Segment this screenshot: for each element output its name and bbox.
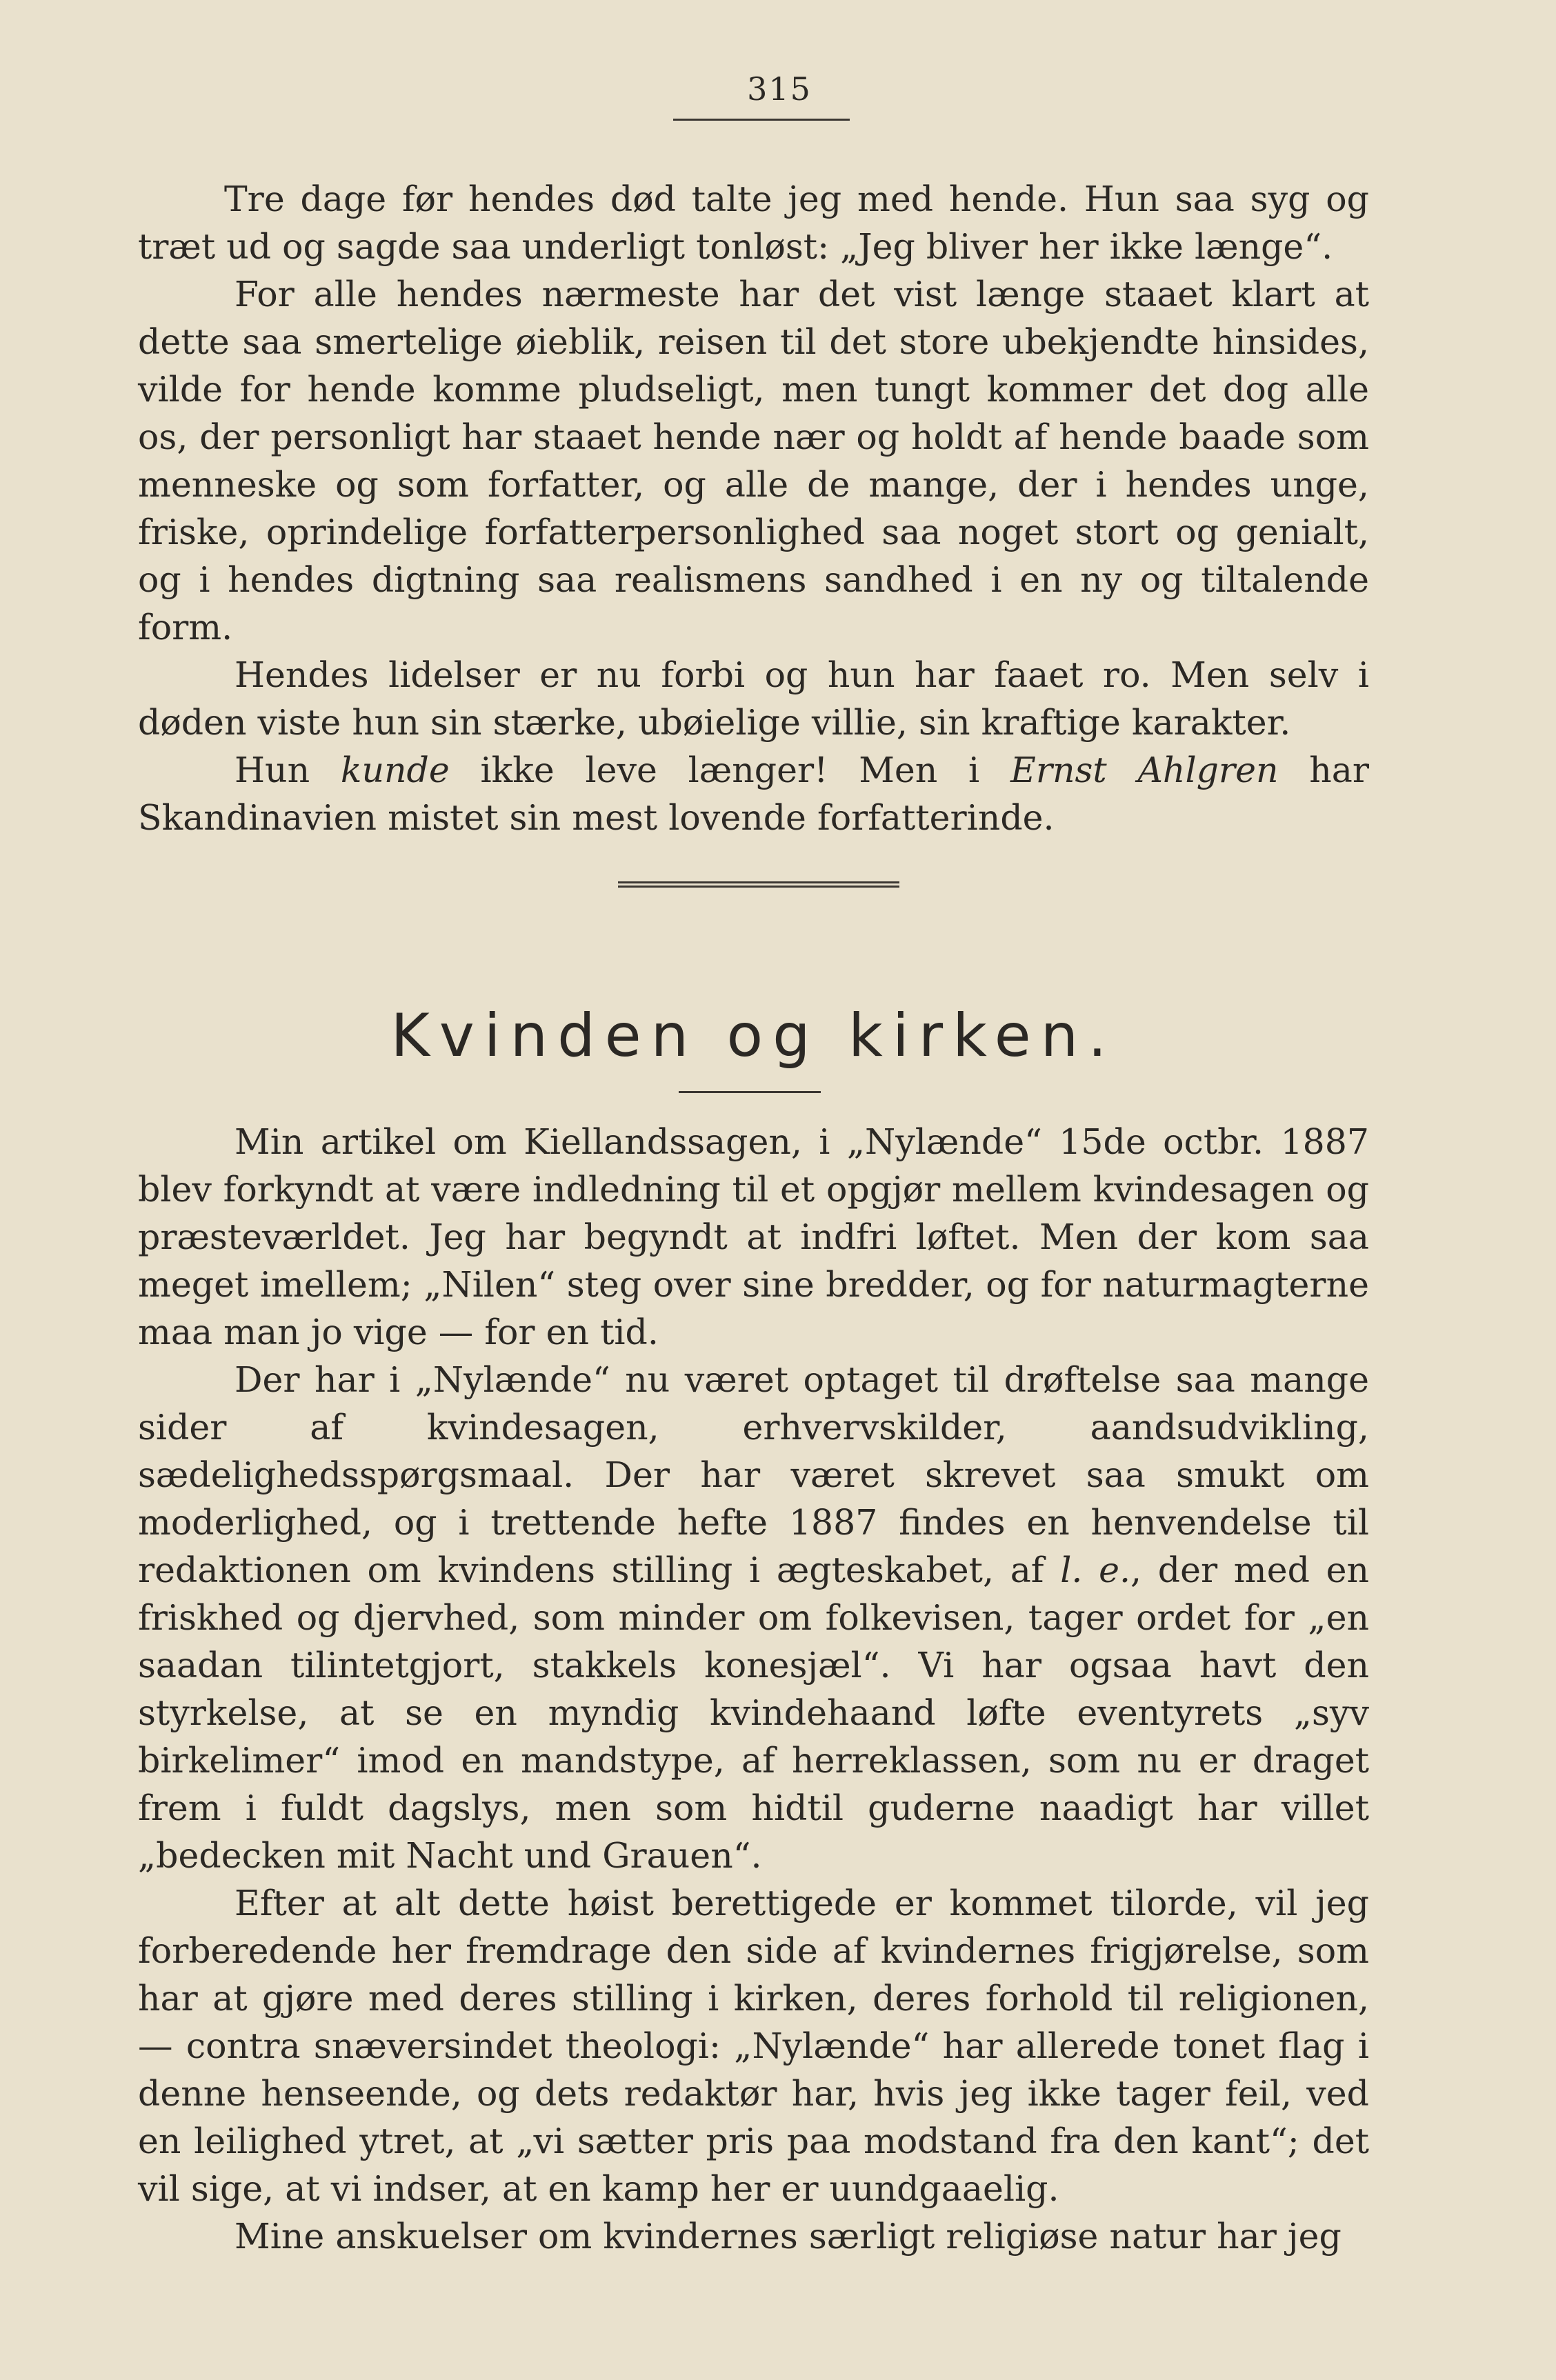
paragraph [138, 1356, 1369, 1879]
text-run: Der har i „Nylænde“ nu været optaget til drøftelse saa mange sider af kvindesagen, erhvervskilder, aandsudvikling, sædelighedsspørgsmaal. Der har været skrevet saa smukt om moderlighed, og i trettende hefte 1887 findes en henvendelse til redaktionen om kvindens stilling i ægteskabet, af [138, 1359, 1369, 1590]
paragraph: Tre dage før hendes død talte jeg med hende. Hun saa syg og træt ud og sagde saa underligt tonløst: „Jeg bliver her ikke længe“. [138, 179, 1369, 267]
italic-text: l. e. [1060, 1550, 1131, 1590]
section-divider [618, 881, 899, 888]
text-run: , der med en friskhed og djervhed, som minder om folkevisen, tager ordet for „en saadan tilintetgjort, stakkels konesjæl“. Vi har ogsaa havt den styrkelse, at se en myndig kvindehaand løfte eventyrets „syv birkelimer“ imod en mandstype, af herreklassen, som nu er draget frem i fuldt dagslys, men som hidtil guderne naadigt har villet „bedecken mit Nacht und Grauen“. [138, 1550, 1370, 1876]
paragraph: Hendes lidelser er nu forbi og hun har faaet ro. Men selv i døden viste hun sin stærke, ubøielige villie, sin kraftige karakter. [138, 654, 1369, 743]
italic-text: Ernst Ahlgren [1010, 750, 1279, 790]
article-heading: Kvinden og kirken. [390, 1001, 1117, 1070]
paragraph: Efter at alt dette høist berettigede er kommet tilorde, vil jeg forberedende her fremdrage den side af kvindernes frigjørelse, som har at gjøre med deres stilling i kirken, deres forhold til religionen, — contra snæversindet theologi: „Nylænde“ har allerede tonet flag i denne henseende, og dets redaktør har, hvis jeg ikke tager feil, ved en leilighed ytret, at „vi sætter pris paa modstand fra den kant“; det vil sige, at vi indser, at en kamp her er uundgaaelig. [138, 1883, 1369, 2209]
text-run: Hun [235, 750, 341, 790]
page-number: 315 [747, 70, 812, 108]
italic-text: kunde [340, 750, 450, 790]
paragraph: For alle hendes nærmeste har det vist længe staaet klart at dette saa smertelige øieblik, reisen til det store ubekjendte hinsides, vilde for hende komme pludseligt, men tungt kommer det dog alle os, der personligt har staaet hende nær og holdt af hende baade som menneske og som forfatter, og alle de mange, der i hendes unge, friske, oprindelige forfatterpersonlighed saa noget stort og genialt, og i hendes digtning saa realismens sandhed i en ny og tiltalende form. [138, 274, 1369, 648]
paragraph: Min artikel om Kiellandssagen, i „Nylænde“ 15de octbr. 1887 blev forkyndt at være indledning til et opgjør mellem kvindesagen og præsteværldet. Jeg har begyndt at indfri løftet. Men der kom saa meget imellem; „Nilen“ steg over sine bredder, og for naturmagterne maa man jo vige — for en tid. [138, 1121, 1369, 1352]
page-number-rule [673, 119, 850, 121]
paragraph: Mine anskuelser om kvindernes særligt religiøse natur har jeg [235, 2216, 1341, 2257]
paragraph [138, 746, 1369, 841]
article-body [138, 1118, 1369, 2260]
text-run: ikke leve længer! Men i [449, 750, 1010, 790]
heading-rule [679, 1091, 821, 1093]
obituary-section [138, 175, 1369, 841]
text-run: har Skandinavien mistet sin mest lovende forfatterinde. [138, 750, 1370, 838]
